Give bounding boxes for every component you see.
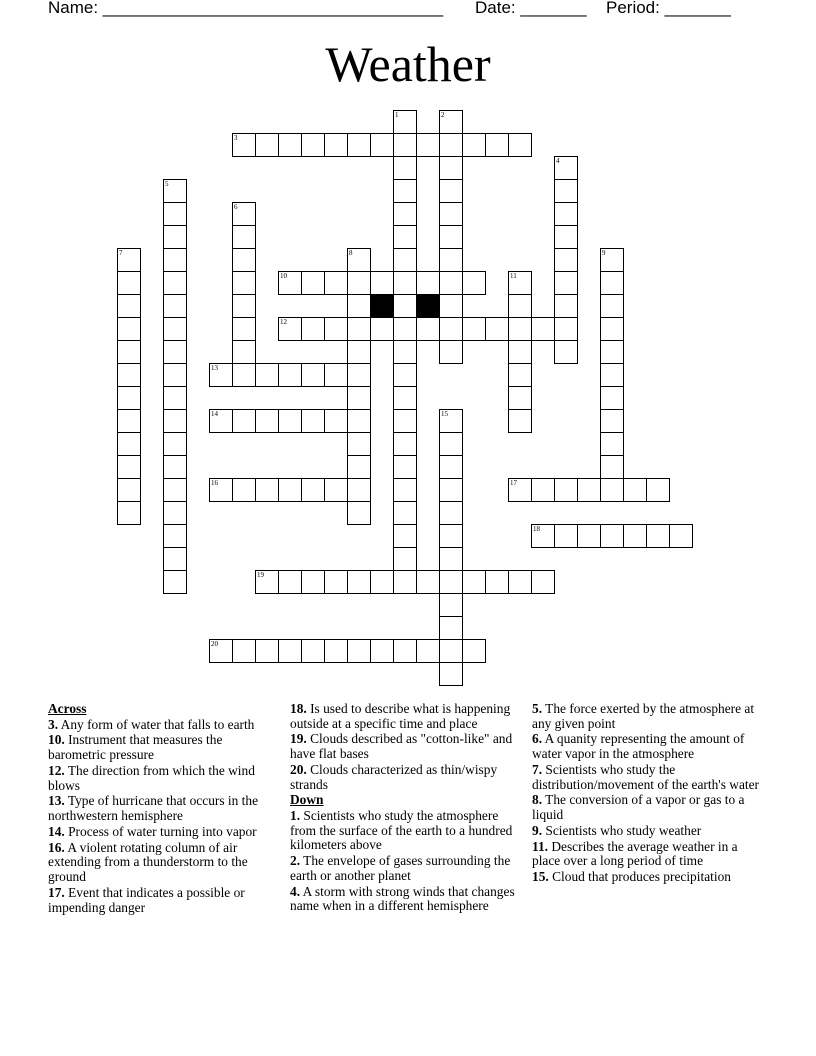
grid-cell[interactable] bbox=[324, 639, 348, 663]
clue-text: Cloud that produces precipitation bbox=[548, 869, 731, 885]
grid-cell[interactable] bbox=[554, 179, 578, 203]
clue-number: 11. bbox=[532, 838, 548, 854]
grid-cell[interactable] bbox=[278, 478, 302, 502]
grid-cell[interactable] bbox=[163, 409, 187, 433]
grid-cell[interactable] bbox=[163, 478, 187, 502]
grid-cell[interactable] bbox=[117, 409, 141, 433]
grid-cell[interactable] bbox=[600, 363, 624, 387]
grid-cell[interactable] bbox=[439, 340, 463, 364]
clue-number: 6. bbox=[532, 731, 543, 747]
cell-number: 18 bbox=[533, 525, 540, 533]
clue-item bbox=[290, 809, 522, 853]
grid-cell[interactable] bbox=[163, 570, 187, 594]
clue-text: A violent rotating column of air extending from a thunderstorm to the ground bbox=[48, 839, 248, 885]
grid-cell[interactable] bbox=[393, 570, 417, 594]
grid-cell[interactable] bbox=[600, 340, 624, 364]
clue-text: The envelope of gases surrounding the earth or another planet bbox=[290, 853, 511, 883]
grid-cell[interactable] bbox=[209, 478, 233, 502]
grid-cell[interactable] bbox=[485, 317, 509, 341]
cell-number: 7 bbox=[119, 249, 123, 257]
grid-cell[interactable] bbox=[600, 455, 624, 479]
grid-cell[interactable] bbox=[531, 478, 555, 502]
cell-number: 13 bbox=[211, 364, 218, 372]
grid-cell[interactable] bbox=[278, 133, 302, 157]
clue-text: Scientists who study the distribution/movement of the earth's water bbox=[532, 761, 760, 792]
grid-cell[interactable] bbox=[485, 133, 509, 157]
grid-cell[interactable] bbox=[163, 179, 187, 203]
grid-cell[interactable] bbox=[577, 478, 601, 502]
grid-cell[interactable] bbox=[416, 639, 440, 663]
grid-cell[interactable] bbox=[347, 501, 371, 525]
grid-cell[interactable] bbox=[163, 363, 187, 387]
clue-text: A storm with strong winds that changes name when in a different hemisphere bbox=[290, 883, 515, 914]
clue-text: The direction from which the wind blows bbox=[48, 762, 255, 793]
grid-cell[interactable] bbox=[554, 202, 578, 226]
grid-cell[interactable] bbox=[232, 340, 256, 364]
grid-cell[interactable] bbox=[600, 386, 624, 410]
page-title: Weather bbox=[325, 36, 491, 92]
clue-item bbox=[290, 854, 522, 883]
grid-cell[interactable] bbox=[117, 363, 141, 387]
grid-cell[interactable] bbox=[232, 409, 256, 433]
grid-cell[interactable] bbox=[393, 179, 417, 203]
grid-cell[interactable] bbox=[232, 317, 256, 341]
cell-number: 20 bbox=[211, 640, 218, 648]
clue-number: 2. bbox=[290, 853, 301, 869]
cell-number: 5 bbox=[165, 180, 169, 188]
clue-item bbox=[532, 732, 764, 761]
grid-cell[interactable] bbox=[393, 478, 417, 502]
grid-cell[interactable] bbox=[393, 248, 417, 272]
grid-cell[interactable] bbox=[209, 409, 233, 433]
grid-cell[interactable] bbox=[232, 271, 256, 295]
clue-text: Event that indicates a possible or impending danger bbox=[48, 884, 245, 915]
grid-cell[interactable] bbox=[439, 455, 463, 479]
clue-text: Clouds described as "cotton-like" and have flat bases bbox=[290, 731, 513, 762]
clue-column-3 bbox=[532, 702, 764, 886]
grid-cell[interactable] bbox=[347, 317, 371, 341]
grid-cell[interactable] bbox=[416, 570, 440, 594]
clue-number: 10. bbox=[48, 732, 65, 748]
grid-cell[interactable] bbox=[508, 340, 532, 364]
clue-number: 12. bbox=[48, 762, 65, 778]
cell-number: 4 bbox=[556, 157, 560, 165]
grid-cell[interactable] bbox=[209, 363, 233, 387]
grid-cell[interactable] bbox=[347, 432, 371, 456]
clue-item bbox=[532, 840, 764, 869]
grid-cell[interactable] bbox=[301, 478, 325, 502]
clue-text: Scientists who study weather bbox=[542, 822, 702, 838]
grid-cell[interactable] bbox=[393, 455, 417, 479]
clue-number: 8. bbox=[532, 792, 543, 808]
grid-cell[interactable] bbox=[117, 501, 141, 525]
grid-cell[interactable] bbox=[117, 271, 141, 295]
grid-cell[interactable] bbox=[301, 639, 325, 663]
grid-cell[interactable] bbox=[600, 317, 624, 341]
cell-number: 12 bbox=[280, 318, 287, 326]
grid-cell[interactable] bbox=[278, 409, 302, 433]
grid-cell[interactable] bbox=[439, 179, 463, 203]
clue-number: 16. bbox=[48, 839, 65, 855]
grid-cell[interactable] bbox=[554, 524, 578, 548]
grid-cell[interactable] bbox=[646, 524, 670, 548]
grid-cell[interactable] bbox=[324, 133, 348, 157]
grid-cell[interactable] bbox=[439, 271, 463, 295]
grid-cell[interactable] bbox=[117, 294, 141, 318]
period-field[interactable]: Period: _______ bbox=[606, 0, 731, 17]
grid-cell[interactable] bbox=[347, 570, 371, 594]
clue-number: 1. bbox=[290, 808, 301, 824]
clue-item bbox=[290, 885, 522, 914]
grid-cell[interactable] bbox=[439, 432, 463, 456]
grid-cell[interactable] bbox=[370, 639, 394, 663]
grid-cell[interactable] bbox=[508, 317, 532, 341]
grid-cell[interactable] bbox=[278, 317, 302, 341]
grid-cell[interactable] bbox=[439, 524, 463, 548]
grid-cell[interactable] bbox=[554, 225, 578, 249]
grid-cell[interactable] bbox=[554, 271, 578, 295]
grid-cell[interactable] bbox=[347, 271, 371, 295]
grid-cell[interactable] bbox=[393, 524, 417, 548]
clue-item bbox=[290, 732, 522, 761]
grid-cell[interactable] bbox=[554, 317, 578, 341]
cell-number: 16 bbox=[211, 479, 218, 487]
grid-cell[interactable] bbox=[347, 409, 371, 433]
date-field[interactable]: Date: _______ bbox=[475, 0, 587, 17]
cell-number: 6 bbox=[234, 203, 238, 211]
grid-cell[interactable] bbox=[393, 409, 417, 433]
grid-cell[interactable] bbox=[393, 156, 417, 180]
grid-cell[interactable] bbox=[117, 340, 141, 364]
grid-cell[interactable] bbox=[117, 478, 141, 502]
grid-cell[interactable] bbox=[439, 593, 463, 617]
grid-cell[interactable] bbox=[439, 547, 463, 571]
grid-cell[interactable] bbox=[600, 294, 624, 318]
grid-cell[interactable] bbox=[462, 639, 486, 663]
grid-cell[interactable] bbox=[324, 478, 348, 502]
grid-cell[interactable] bbox=[163, 317, 187, 341]
grid-cell[interactable] bbox=[439, 478, 463, 502]
clue-number: 5. bbox=[532, 701, 543, 716]
grid-cell[interactable] bbox=[462, 271, 486, 295]
clue-text: Scientists who study the atmosphere from the surface of the earth to a hundred kilometers above bbox=[290, 808, 513, 853]
grid-cell[interactable] bbox=[508, 409, 532, 433]
grid-cell[interactable] bbox=[117, 248, 141, 272]
grid-cell[interactable] bbox=[600, 271, 624, 295]
cell-number: 1 bbox=[395, 111, 399, 119]
grid-cell[interactable] bbox=[163, 524, 187, 548]
grid-cell[interactable] bbox=[301, 363, 325, 387]
grid-cell[interactable] bbox=[163, 225, 187, 249]
grid-cell[interactable] bbox=[255, 570, 279, 594]
grid-cell[interactable] bbox=[301, 317, 325, 341]
clue-number: 14. bbox=[48, 823, 65, 839]
cell-number: 3 bbox=[234, 134, 238, 142]
grid-cell[interactable] bbox=[393, 202, 417, 226]
clue-heading: Down bbox=[290, 792, 324, 808]
grid-cell[interactable] bbox=[347, 386, 371, 410]
grid-cell[interactable] bbox=[600, 524, 624, 548]
clue-number: 15. bbox=[532, 869, 549, 885]
cell-number: 8 bbox=[349, 249, 353, 257]
grid-cell[interactable] bbox=[439, 110, 463, 134]
grid-cell[interactable] bbox=[462, 570, 486, 594]
grid-cell[interactable] bbox=[232, 478, 256, 502]
grid-cell[interactable] bbox=[669, 524, 693, 548]
grid-cell[interactable] bbox=[163, 294, 187, 318]
grid-cell[interactable] bbox=[163, 340, 187, 364]
grid-cell[interactable] bbox=[554, 248, 578, 272]
clue-item bbox=[48, 886, 280, 915]
grid-cell[interactable] bbox=[416, 133, 440, 157]
grid-cell[interactable] bbox=[301, 133, 325, 157]
grid-cell[interactable] bbox=[370, 570, 394, 594]
grid-cell[interactable] bbox=[324, 570, 348, 594]
clue-text: The force exerted by the atmosphere at any given point bbox=[532, 701, 755, 731]
grid-cell[interactable] bbox=[554, 156, 578, 180]
grid-cell[interactable] bbox=[439, 639, 463, 663]
grid-cell[interactable] bbox=[462, 133, 486, 157]
grid-cell[interactable] bbox=[163, 386, 187, 410]
cell-number: 11 bbox=[510, 272, 517, 280]
grid-cell[interactable] bbox=[301, 271, 325, 295]
grid-cell[interactable] bbox=[347, 639, 371, 663]
grid-cell[interactable] bbox=[278, 570, 302, 594]
grid-cell[interactable] bbox=[163, 248, 187, 272]
grid-cell[interactable] bbox=[508, 294, 532, 318]
grid-cell[interactable] bbox=[393, 225, 417, 249]
grid-cell[interactable] bbox=[439, 501, 463, 525]
grid-cell[interactable] bbox=[255, 363, 279, 387]
clue-item bbox=[290, 702, 522, 731]
grid-cell[interactable] bbox=[439, 202, 463, 226]
grid-cell[interactable] bbox=[439, 409, 463, 433]
clue-number: 13. bbox=[48, 793, 65, 809]
clue-item bbox=[48, 841, 280, 885]
cell-number: 9 bbox=[602, 249, 606, 257]
name-field[interactable]: Name: ____________________________________ bbox=[48, 0, 444, 17]
grid-cell[interactable] bbox=[531, 570, 555, 594]
grid-cell[interactable] bbox=[600, 478, 624, 502]
grid-cell[interactable] bbox=[232, 363, 256, 387]
grid-cell[interactable] bbox=[508, 133, 532, 157]
clue-item bbox=[532, 870, 764, 885]
grid-cell[interactable] bbox=[347, 340, 371, 364]
clue-item bbox=[290, 763, 522, 792]
clue-number: 9. bbox=[532, 822, 543, 838]
grid-block bbox=[370, 294, 394, 318]
grid-cell[interactable] bbox=[508, 363, 532, 387]
grid-cell[interactable] bbox=[163, 202, 187, 226]
grid-cell[interactable] bbox=[255, 478, 279, 502]
clue-text: Describes the average weather in a place over a long period of time bbox=[532, 838, 738, 869]
clue-number: 20. bbox=[290, 761, 307, 777]
grid-cell[interactable] bbox=[209, 639, 233, 663]
grid-cell[interactable] bbox=[255, 639, 279, 663]
grid-cell[interactable] bbox=[439, 616, 463, 640]
clue-item bbox=[48, 825, 280, 840]
clue-text: Process of water turning into vapor bbox=[64, 823, 257, 839]
grid-cell[interactable] bbox=[600, 248, 624, 272]
grid-cell[interactable] bbox=[232, 202, 256, 226]
cell-number: 2 bbox=[441, 111, 445, 119]
grid-cell[interactable] bbox=[646, 478, 670, 502]
grid-cell[interactable] bbox=[439, 225, 463, 249]
grid-cell[interactable] bbox=[439, 133, 463, 157]
clue-column-1 bbox=[48, 702, 280, 916]
grid-cell[interactable] bbox=[485, 570, 509, 594]
grid-cell[interactable] bbox=[347, 478, 371, 502]
grid-cell[interactable] bbox=[393, 133, 417, 157]
grid-cell[interactable] bbox=[393, 294, 417, 318]
grid-cell[interactable] bbox=[393, 547, 417, 571]
grid-cell[interactable] bbox=[324, 409, 348, 433]
grid-cell[interactable] bbox=[163, 271, 187, 295]
grid-cell[interactable] bbox=[508, 570, 532, 594]
grid-cell[interactable] bbox=[347, 248, 371, 272]
clue-item bbox=[532, 793, 764, 822]
grid-cell[interactable] bbox=[393, 501, 417, 525]
cell-number: 15 bbox=[441, 410, 448, 418]
grid-cell[interactable] bbox=[232, 225, 256, 249]
grid-cell[interactable] bbox=[439, 248, 463, 272]
grid-cell[interactable] bbox=[347, 133, 371, 157]
grid-cell[interactable] bbox=[301, 570, 325, 594]
grid-cell[interactable] bbox=[255, 133, 279, 157]
grid-cell[interactable] bbox=[439, 570, 463, 594]
grid-cell[interactable] bbox=[623, 524, 647, 548]
grid-cell[interactable] bbox=[232, 248, 256, 272]
grid-cell[interactable] bbox=[554, 340, 578, 364]
cell-number: 14 bbox=[211, 410, 218, 418]
grid-cell[interactable] bbox=[163, 432, 187, 456]
grid-cell[interactable] bbox=[554, 294, 578, 318]
grid-cell[interactable] bbox=[462, 317, 486, 341]
grid-cell[interactable] bbox=[439, 294, 463, 318]
cell-number: 19 bbox=[257, 571, 264, 579]
grid-cell[interactable] bbox=[554, 478, 578, 502]
clue-number: 18. bbox=[290, 701, 307, 716]
grid-cell[interactable] bbox=[600, 409, 624, 433]
grid-cell[interactable] bbox=[117, 432, 141, 456]
grid-cell[interactable] bbox=[508, 386, 532, 410]
grid-cell[interactable] bbox=[393, 340, 417, 364]
clue-text: Is used to describe what is happening outside at a specific time and place bbox=[290, 701, 511, 731]
clue-text: Type of hurricane that occurs in the northwestern hemisphere bbox=[48, 793, 259, 824]
grid-cell[interactable] bbox=[393, 363, 417, 387]
clue-text: Any form of water that falls to earth bbox=[58, 716, 255, 732]
clue-text: Instrument that measures the barometric pressure bbox=[48, 732, 223, 763]
grid-cell[interactable] bbox=[508, 478, 532, 502]
grid-cell[interactable] bbox=[416, 317, 440, 341]
clue-column-2 bbox=[290, 702, 522, 915]
grid-cell[interactable] bbox=[623, 478, 647, 502]
clue-item bbox=[48, 764, 280, 793]
clue-item bbox=[532, 824, 764, 839]
grid-cell[interactable] bbox=[439, 317, 463, 341]
clue-item bbox=[532, 702, 764, 731]
grid-cell[interactable] bbox=[255, 409, 279, 433]
grid-cell[interactable] bbox=[393, 386, 417, 410]
clue-number: 17. bbox=[48, 884, 65, 900]
clue-number: 7. bbox=[532, 761, 543, 777]
grid-cell[interactable] bbox=[324, 271, 348, 295]
grid-cell[interactable] bbox=[439, 662, 463, 686]
cell-number: 10 bbox=[280, 272, 287, 280]
grid-cell[interactable] bbox=[278, 363, 302, 387]
grid-cell[interactable] bbox=[324, 317, 348, 341]
grid-cell[interactable] bbox=[117, 386, 141, 410]
grid-cell[interactable] bbox=[370, 271, 394, 295]
grid-cell[interactable] bbox=[531, 524, 555, 548]
clue-text: The conversion of a vapor or gas to a liquid bbox=[532, 792, 745, 823]
grid-cell[interactable] bbox=[347, 363, 371, 387]
grid-cell[interactable] bbox=[278, 639, 302, 663]
clue-number: 19. bbox=[290, 731, 307, 747]
grid-cell[interactable] bbox=[163, 501, 187, 525]
grid-cell[interactable] bbox=[416, 271, 440, 295]
clue-item bbox=[48, 718, 280, 733]
grid-cell[interactable] bbox=[163, 455, 187, 479]
grid-cell[interactable] bbox=[393, 317, 417, 341]
grid-cell[interactable] bbox=[393, 639, 417, 663]
grid-cell[interactable] bbox=[117, 317, 141, 341]
grid-cell[interactable] bbox=[600, 432, 624, 456]
clue-text: A quanity representing the amount of water vapor in the atmosphere bbox=[532, 731, 745, 762]
grid-cell[interactable] bbox=[393, 110, 417, 134]
grid-cell[interactable] bbox=[347, 455, 371, 479]
grid-cell[interactable] bbox=[531, 317, 555, 341]
grid-cell[interactable] bbox=[439, 156, 463, 180]
grid-cell[interactable] bbox=[117, 455, 141, 479]
grid-cell[interactable] bbox=[232, 294, 256, 318]
grid-cell[interactable] bbox=[370, 317, 394, 341]
grid-cell[interactable] bbox=[163, 547, 187, 571]
clue-text: Clouds characterized as thin/wispy strands bbox=[290, 761, 498, 792]
grid-cell[interactable] bbox=[232, 133, 256, 157]
grid-cell[interactable] bbox=[278, 271, 302, 295]
grid-cell[interactable] bbox=[301, 409, 325, 433]
grid-cell[interactable] bbox=[370, 133, 394, 157]
grid-cell[interactable] bbox=[324, 363, 348, 387]
clue-item bbox=[48, 794, 280, 823]
clue-heading: Across bbox=[48, 701, 87, 716]
clue-number: 3. bbox=[48, 716, 59, 732]
clue-item bbox=[48, 733, 280, 762]
grid-cell[interactable] bbox=[232, 639, 256, 663]
grid-cell[interactable] bbox=[393, 432, 417, 456]
grid-cell[interactable] bbox=[508, 271, 532, 295]
grid-cell[interactable] bbox=[347, 294, 371, 318]
grid-block bbox=[416, 294, 440, 318]
clue-item bbox=[532, 763, 764, 792]
grid-cell[interactable] bbox=[577, 524, 601, 548]
grid-cell[interactable] bbox=[393, 271, 417, 295]
clue-number: 4. bbox=[290, 883, 301, 899]
cell-number: 17 bbox=[510, 479, 517, 487]
